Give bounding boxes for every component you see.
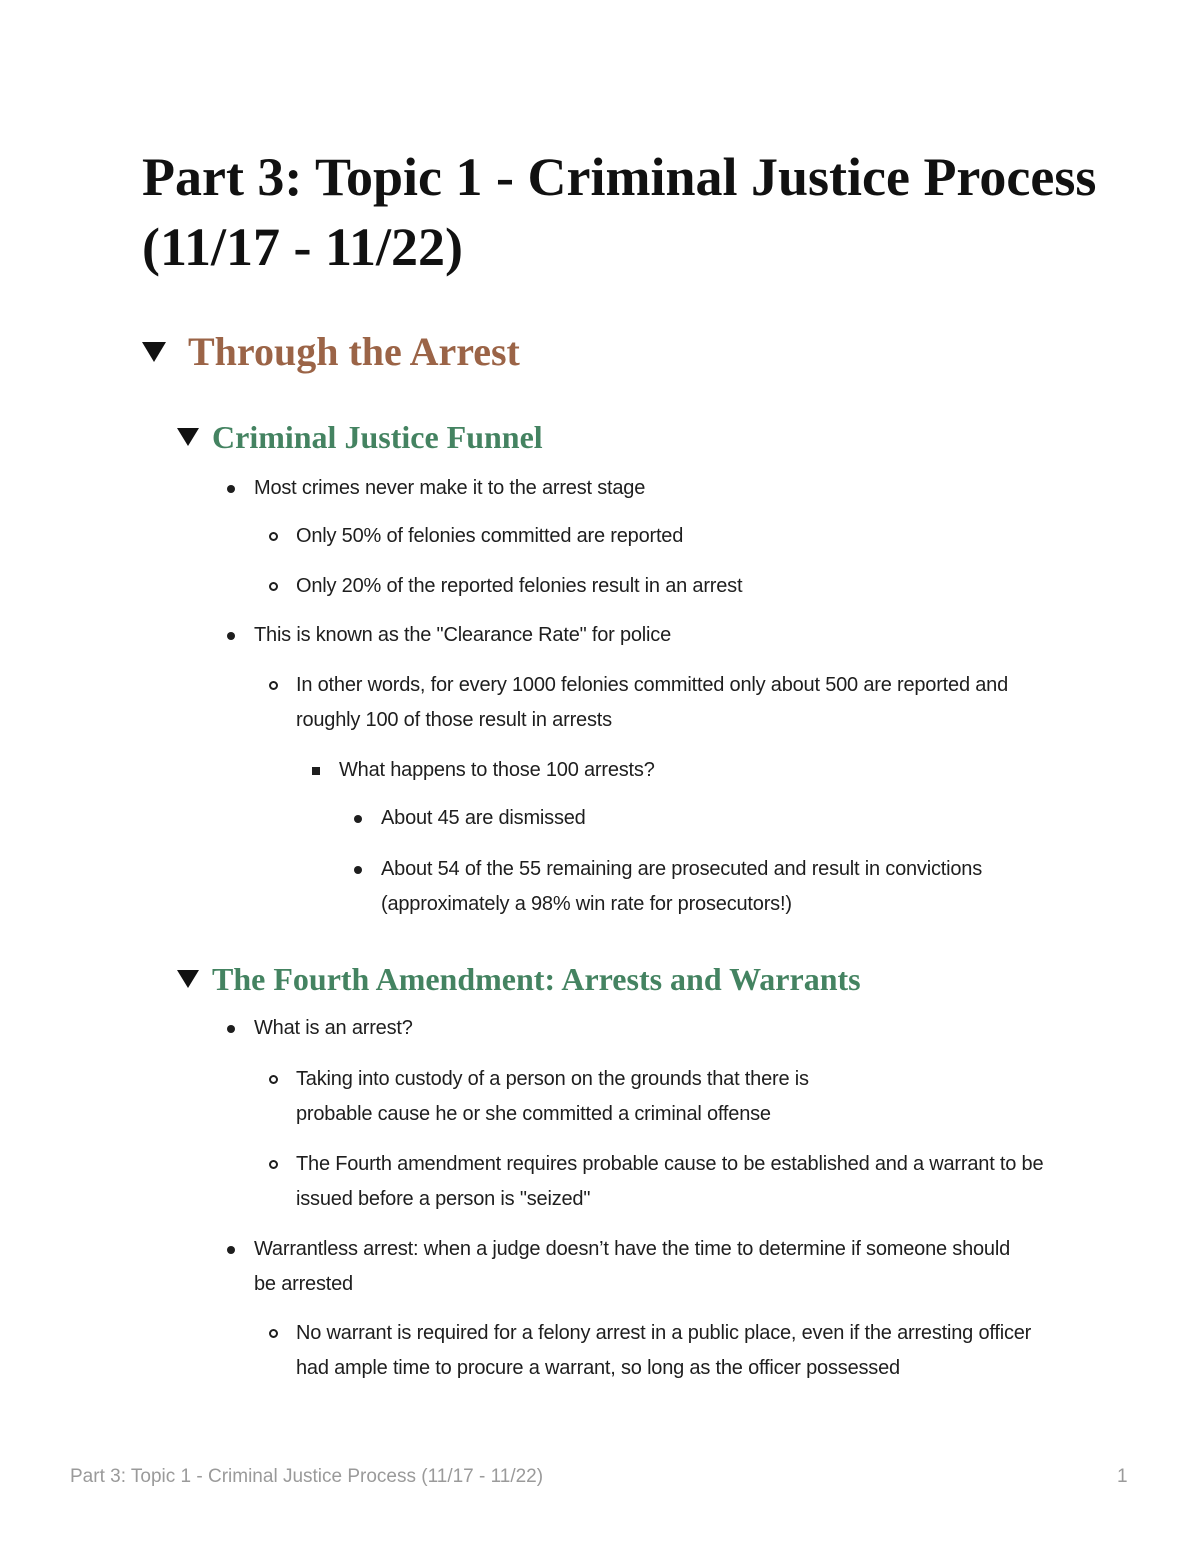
toggle-triangle-icon[interactable] [177,428,199,446]
circle-bullet-icon [269,681,278,690]
page-title: Part 3: Topic 1 - Criminal Justice Process (11/17 - 11/22) [142,147,1097,277]
toggle-fourth-amendment[interactable] [177,958,861,1000]
list-item: What is an arrest? [254,1011,1054,1046]
circle-bullet-icon [269,1160,278,1169]
circle-bullet-icon [269,1329,278,1338]
disc-bullet-icon [354,815,362,823]
list-item: Only 20% of the reported felonies result in an arrest [296,569,1056,604]
toggle-triangle-icon[interactable] [177,970,199,988]
square-bullet-icon [312,767,320,775]
subsection-heading: Criminal Justice Funnel [212,419,543,455]
list-item: Warrantless arrest: when a judge doesn’t have the time to determine if someone should be arrested [254,1232,1024,1302]
circle-bullet-icon [269,1075,278,1084]
list-item: In other words, for every 1000 felonies committed only about 500 are reported and roughly 100 of those result in arrests [296,668,1056,738]
disc-bullet-icon [227,632,235,640]
circle-bullet-icon [269,582,278,591]
toggle-through-the-arrest[interactable] [142,326,520,378]
toggle-triangle-icon[interactable] [142,342,166,362]
list-item: This is known as the "Clearance Rate" for police [254,618,1054,653]
toggle-criminal-justice-funnel[interactable] [177,416,543,458]
section-heading: Through the Arrest [188,329,520,374]
list-item: Most crimes never make it to the arrest stage [254,471,1054,506]
list-item: Taking into custody of a person on the grounds that there is probable cause he or she committed a criminal offense [296,1062,876,1132]
circle-bullet-icon [269,532,278,541]
list-item: About 45 are dismissed [381,801,1061,836]
footer-title: Part 3: Topic 1 - Criminal Justice Process (11/17 - 11/22) [70,1466,544,1487]
list-item: The Fourth amendment requires probable cause to be established and a warrant to be issued before a person is "seized" [296,1147,1056,1217]
subsection-heading: The Fourth Amendment: Arrests and Warrants [212,961,861,997]
list-item: Only 50% of felonies committed are reported [296,519,1056,554]
disc-bullet-icon [227,1025,235,1033]
disc-bullet-icon [354,866,362,874]
disc-bullet-icon [227,1246,235,1254]
list-item: About 54 of the 55 remaining are prosecuted and result in convictions (approximately a 98% win rate for prosecutors!) [381,852,1061,922]
disc-bullet-icon [227,485,235,493]
page-number: 1 [1117,1466,1128,1487]
list-item: What happens to those 100 arrests? [339,753,1059,788]
list-item: No warrant is required for a felony arrest in a public place, even if the arresting officer had ample time to procure a warrant, so long as the officer possessed [296,1316,1056,1386]
